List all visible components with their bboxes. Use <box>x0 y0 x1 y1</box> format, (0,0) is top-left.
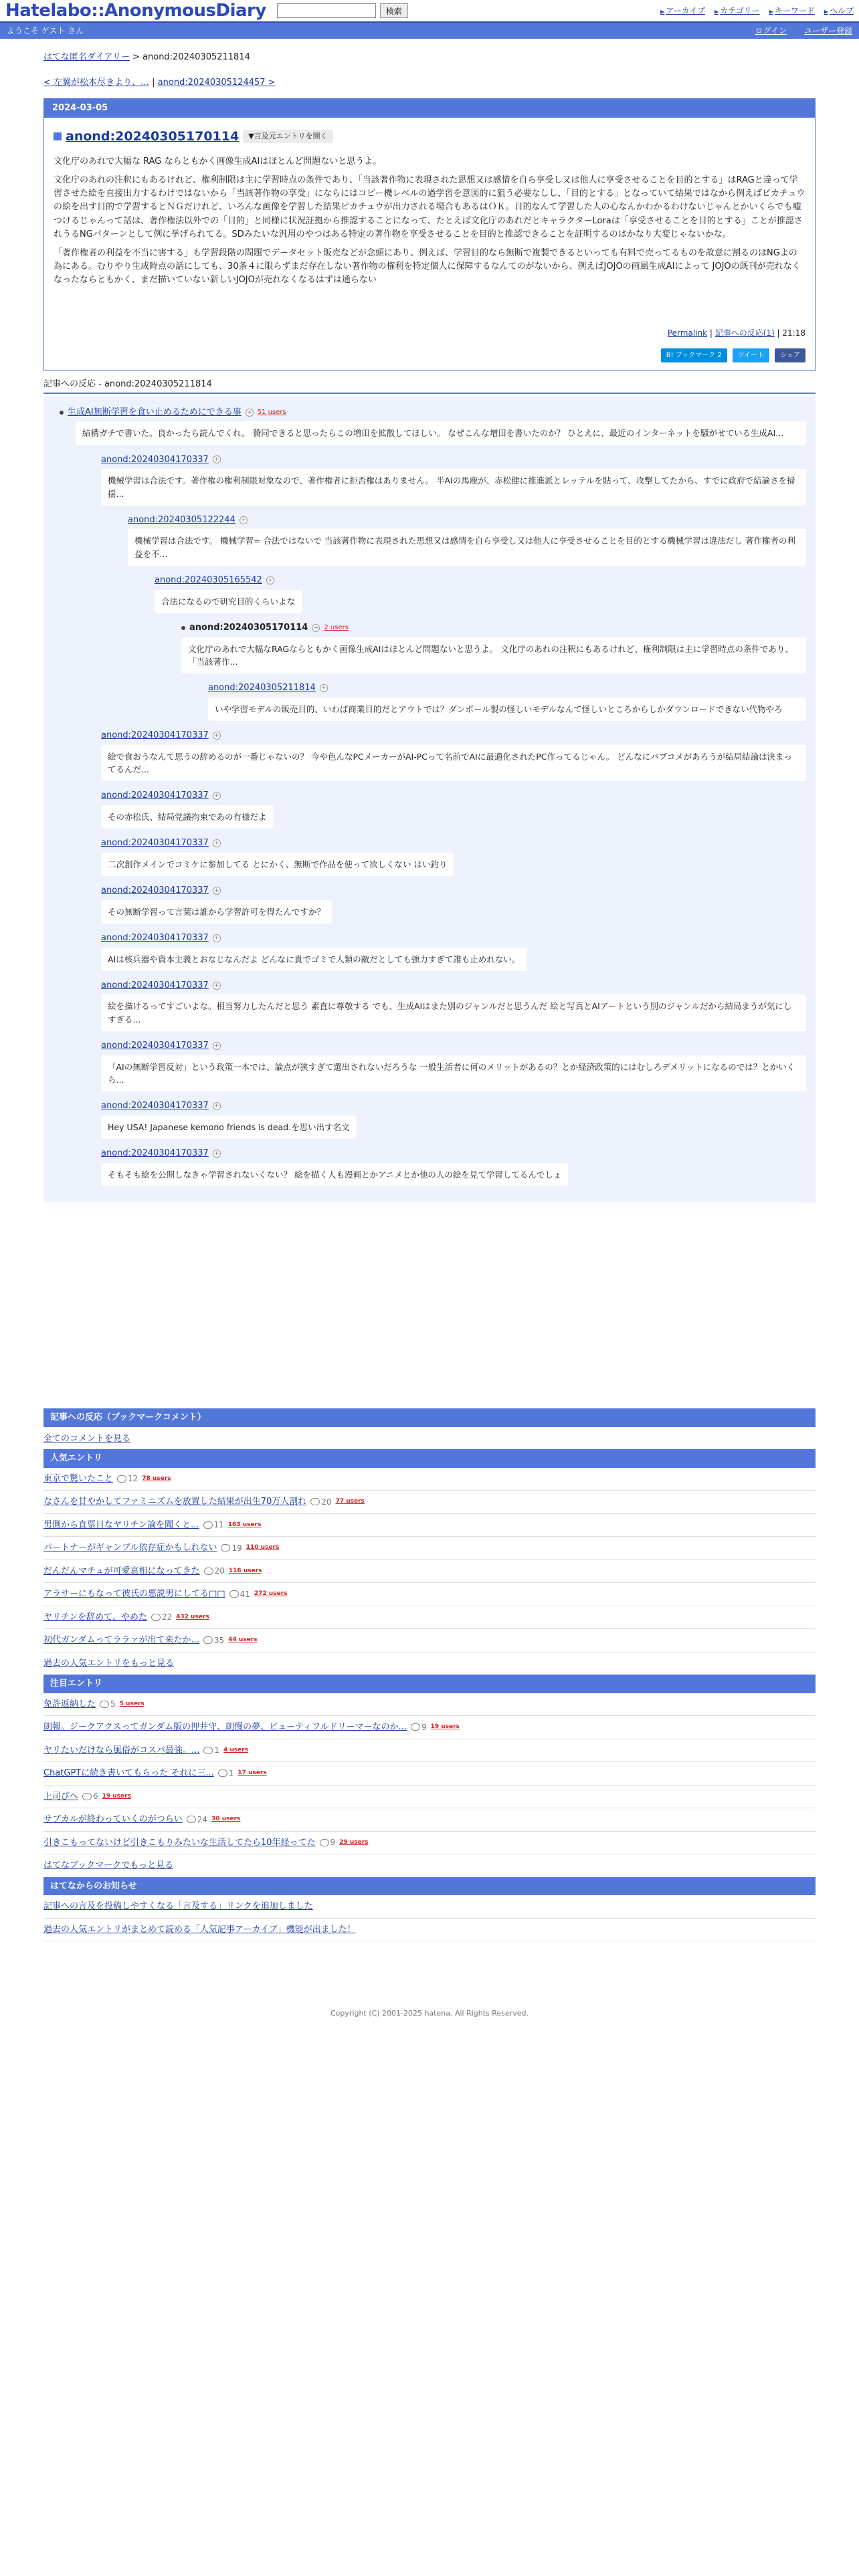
tree-node-link[interactable]: anond:20240304170337 <box>101 933 209 944</box>
attention-list <box>43 1693 816 1855</box>
next-entry-link[interactable]: anond:20240305124457 > <box>157 77 276 88</box>
entry-time: 21:18 <box>782 328 805 338</box>
top-bar <box>0 0 859 23</box>
tree-node-text: 機械学習は合法です。著作権の権利制限対象なので、著作権者に拒否権はありません。 半AIの馬鹿が、赤松健に推進派とレッテルを貼って、攻撃してたから、すでに政府で結論さを掃揺... <box>101 469 806 506</box>
expand-icon[interactable]: + <box>213 934 221 942</box>
tree-node-text: 機械学習は合法です。 機械学習= 合法ではないで 当該著作物に表現された思想又は感情を自ら享受し又は他人に享受させることを目的とする機械学習は違法だし 著作権者の利益を不... <box>128 529 806 566</box>
users-badge[interactable]: 17 users <box>237 1769 267 1777</box>
expand-icon[interactable]: + <box>213 732 221 740</box>
list-item <box>43 1832 816 1855</box>
entry-link[interactable]: アラサーにもなって彼氏の悪説男にしてる□□ <box>43 1589 225 1600</box>
entry-pager <box>43 76 816 90</box>
users-badge[interactable]: 30 users <box>211 1816 241 1823</box>
tree-node-link[interactable]: anond:20240304170337 <box>101 838 209 849</box>
site-logo[interactable]: Hatelabo::AnonymousDiary <box>5 1 266 21</box>
share-button[interactable]: シェア <box>775 348 805 362</box>
users-badge[interactable]: 2 users <box>324 624 349 632</box>
comment-count: 41 <box>229 1588 250 1600</box>
tree-node-link[interactable]: anond:20240305211814 <box>208 683 316 693</box>
breadcrumb-current: anond:20240305211814 <box>142 52 250 62</box>
top-nav <box>660 5 854 17</box>
comment-count: 12 <box>117 1473 138 1485</box>
expand-icon[interactable]: + <box>213 1042 221 1050</box>
expand-icon[interactable]: + <box>213 1150 221 1158</box>
expand-icon[interactable]: + <box>213 887 221 895</box>
main-container <box>43 39 816 2020</box>
comment-count: 6 <box>82 1790 98 1802</box>
breadcrumb-sep: > <box>132 52 140 62</box>
tree-node-link[interactable]: anond:20240304170337 <box>101 980 209 990</box>
entry-paragraph: 文化庁のあれで大幅な RAG ならともかく画像生成AIはほとんど問題ないと思うよ。 <box>54 156 382 167</box>
tree-node-link[interactable]: anond:20240304170337 <box>101 1148 209 1159</box>
popular-list <box>43 1468 816 1652</box>
list-item <box>43 1537 816 1560</box>
list-item <box>43 1629 816 1652</box>
tweet-button[interactable]: ツイート <box>733 348 770 362</box>
tree-node-link[interactable]: anond:20240305165542 <box>155 575 262 586</box>
tree-node-link[interactable]: anond:20240304170337 <box>101 1101 209 1111</box>
tree-node-link[interactable]: anond:20240304170337 <box>101 1041 209 1051</box>
tree-node <box>101 729 806 742</box>
tree-node-text: 文化庁のあれで大幅なRAGならともかく画像生成AIはほとんど問題ないと思うよ。 文化庁のあれの注釈にもあるけれど、権利制限は主に学習時点の条件であり、「当該著作... <box>181 637 806 674</box>
comment-count: 1 <box>218 1767 234 1780</box>
tree-node-text: そもそも絵を公開しなきゃ学習されないくない？ 絵を描く人も漫画とかアニメとか他の人の絵を見て学習してるんでしょ <box>101 1163 568 1186</box>
expand-icon[interactable]: + <box>240 516 248 524</box>
users-badge[interactable]: 19 users <box>102 1792 131 1800</box>
tree-node-text: いや学習モデルの販売目的、いわば商業目的だとアウトでは？ダンボール製の怪しいモデルなんて怪しいところからしかダウンロードできない代物やろ <box>208 697 806 721</box>
expand-icon[interactable]: + <box>266 576 274 584</box>
users-badge[interactable]: 77 users <box>335 1498 365 1505</box>
users-badge[interactable]: 272 users <box>254 1590 288 1598</box>
users-badge[interactable]: 4 users <box>223 1746 249 1753</box>
sibling-reactions <box>101 729 806 1194</box>
nav-archive[interactable]: ▶ アーカイブ <box>660 5 705 17</box>
users-badge[interactable]: 5 users <box>119 1700 145 1707</box>
bullet-icon <box>60 411 64 415</box>
entry-link[interactable]: ChatGPTに続き書いてもらった それに三... <box>43 1768 214 1779</box>
comment-count: 24 <box>187 1814 207 1826</box>
comment-count: 1 <box>203 1744 219 1756</box>
entry-link[interactable]: だんだんマチュが可愛哀相になってきた <box>43 1566 200 1576</box>
entry-link[interactable]: 免許返納した <box>43 1699 96 1709</box>
tree-node <box>101 837 806 850</box>
expand-icon[interactable]: + <box>213 839 221 847</box>
tree-node-link[interactable]: anond:20240304170337 <box>101 454 209 465</box>
entry-link[interactable]: サブカルが終わっていくのがつらい <box>43 1814 183 1825</box>
list-item <box>43 1716 816 1739</box>
entry-link[interactable]: 朗報。ジークアクスってガンダム版の押井守、朗慢の夢、ビューティフルドリーマーなのか... <box>43 1722 407 1733</box>
tree-node-link[interactable]: anond:20240304170337 <box>101 730 209 741</box>
tree-node <box>101 979 806 992</box>
reaction-tree <box>43 397 816 1202</box>
tree-node <box>101 1099 806 1113</box>
list-item <box>43 1583 816 1606</box>
expand-icon[interactable]: + <box>213 792 221 800</box>
search-input[interactable] <box>277 3 376 18</box>
tree-node-text: Hey USA! Japanese kemono friends is dead.を思い出す名文 <box>101 1115 357 1139</box>
tree-node-text: AIは核兵器や資本主義とおなじなんだよ どんなに貴でゴミで人類の敵だとしても強力すぎて誰も止めれない。 <box>101 948 527 971</box>
square-icon <box>54 132 62 140</box>
nav-keyword[interactable]: ▶ キーワード <box>769 5 815 17</box>
entry-link[interactable]: なさんを甘やかしてファミニズムを放置した結果が出生70万人割れ <box>43 1497 307 1507</box>
users-badge[interactable]: 44 users <box>228 1636 258 1644</box>
list-item <box>43 1786 816 1809</box>
bookmark-button[interactable]: B! ブックマーク 2 <box>661 348 727 362</box>
current-node-link: anond:20240305170114 <box>189 623 308 633</box>
open-reference-button[interactable]: ▼言及元エントリを開く <box>243 130 332 144</box>
expand-icon[interactable]: + <box>312 624 320 632</box>
reactions-link[interactable]: 記事への反応(1) <box>714 328 775 338</box>
tree-node-link[interactable]: anond:20240304170337 <box>101 790 209 801</box>
entry-title[interactable]: anond:20240305170114 <box>66 128 240 144</box>
welcome-text: ようこそ ゲスト さん <box>7 26 84 35</box>
tree-node-text: その無断学習って言葉は誰から学習許可を得たんですか？ <box>101 900 332 924</box>
comment-count: 22 <box>151 1611 172 1623</box>
comment-count: 5 <box>100 1698 116 1710</box>
list-item <box>43 1468 816 1491</box>
tree-node-text: 「AIの無断学習反対」という政策一本では、論点が狭すぎて選出されないだろうな 一般生活者に何のメリットがあるの？とか経済政策的にはむしろデメリットになるのでは？とかいくら... <box>101 1055 806 1092</box>
tree-node-text: 二次創作メインでコミケに参加してる とにかく、無断で作品を使って欲しくない はい釣り <box>101 853 454 876</box>
entry-link[interactable]: ヤリたいだけなら風俗がコスパ最強。... <box>43 1745 200 1755</box>
list-item <box>43 1514 816 1537</box>
users-badge[interactable]: 78 users <box>142 1475 171 1482</box>
tree-node <box>101 1039 806 1053</box>
list-item <box>43 1762 816 1786</box>
comment-count: 35 <box>203 1634 224 1646</box>
tree-node-text: その赤松氏、結局党議拘束であの有様だよ <box>101 805 274 829</box>
news-header: はてなからのお知らせ <box>43 1877 816 1896</box>
search-button[interactable]: 検索 <box>380 3 408 18</box>
comment-count: 20 <box>310 1496 331 1508</box>
list-item <box>43 1491 816 1514</box>
bullet-icon <box>181 626 185 630</box>
comment-count: 9 <box>411 1721 427 1733</box>
list-item <box>43 1606 816 1630</box>
users-badge[interactable]: 19 users <box>430 1723 460 1731</box>
attention-header: 注目エントリ <box>43 1675 816 1693</box>
entry-link[interactable]: 引きこもってないけど引きこもりみたいな生活してたら10年経ってた <box>43 1837 316 1848</box>
entry-body <box>54 155 805 287</box>
tree-node <box>101 884 806 897</box>
tree-root-link[interactable]: 生成AI無断学習を食い止めるためにできる事 <box>68 407 242 417</box>
entry-paragraph: 「著作権者の利益を不当に害する」も学習段階の問題でデータセット販売などが念頭にあり、例えば、学習目的なら無断で複製できるといっても有料で売ってるものを故意に割るのはNGよの為にある。むりやり生成時点の話にしても、30条４に限らずまだ存在しない著作物の権利を特定個人に保障するなんてのがないから、例えばJOJOの画風生成AIによって JOJOの既刊が売れなくなったならともかく、まだ描いていない新しいJOJOが売れなくなるはずは通らない <box>54 247 801 286</box>
tree-node-link[interactable]: anond:20240305122244 <box>128 514 235 525</box>
expand-icon[interactable]: + <box>213 1102 221 1110</box>
entry-link[interactable]: 東京で驚いたこと <box>43 1473 114 1484</box>
popular-more-link[interactable]: 過去の人気エントリをもっと見る <box>43 1658 175 1669</box>
prev-entry-link[interactable]: < 左翼が松本尽きより、… <box>43 77 150 88</box>
tree-node <box>101 1147 806 1160</box>
list-item <box>43 1560 816 1584</box>
users-badge[interactable]: 51 users <box>257 409 286 417</box>
entry-link[interactable]: パートナーがギャンブル依存症かもしれない <box>43 1543 217 1553</box>
tree-node <box>60 406 806 419</box>
entry-link[interactable]: ヤリチンを辞めて、やめた <box>43 1612 147 1622</box>
entry-box <box>43 98 816 371</box>
expand-icon[interactable]: + <box>320 684 328 692</box>
users-badge[interactable]: 163 users <box>227 1521 262 1528</box>
permalink[interactable]: Permalink <box>667 328 708 338</box>
expand-icon[interactable]: + <box>246 409 254 417</box>
entry-meta: Permalink | 記事への反応(1) | 21:18 <box>667 328 805 338</box>
users-badge[interactable]: 29 users <box>339 1838 369 1846</box>
expand-icon[interactable]: + <box>213 982 221 990</box>
entry-link[interactable]: 男側から直票目なヤリチン論を聞くと... <box>43 1519 199 1530</box>
entry-link[interactable]: 上司びへ <box>43 1791 79 1802</box>
tree-node <box>101 932 806 945</box>
attention-more-link[interactable]: はてなブックマークでもっと見る <box>43 1860 174 1871</box>
breadcrumb <box>43 51 816 64</box>
comment-count: 9 <box>320 1836 336 1848</box>
tree-node-link[interactable]: anond:20240304170337 <box>101 885 209 896</box>
comment-count: 11 <box>203 1519 224 1531</box>
entry-paragraph: 文化庁のあれの注釈にもあるけれど、権利制限は主に学習時点の条件であり、「当該著作物に表現された思想又は感情を自ら享受し又は他人に享受させることを目的とする」はRAGと違って学習させた絵を直接出力するわけではないから「当該著作物の享受」にならにはコピー機レベルの過学習を意図的に狙う必要なしし、「目的とする」となっていて結果ではなから例えばピカチュウの絵を出す目的で学習するとＮＧだけれど、いろんな画像を学習した結果ピカチュウが出力される場合もあるはＯＫ。目的なんて学習した人の心なんかわかるわけないじゃんとかいくらでも嘘つけるじゃんって話は、著作権法以外での「目的」と同様に状況証拠から推認することになって、たとえば文化庁のあれだとキャラクターLoraは「享受させることを目的とする」ことが推認されうるNGパターンとして例に挙げられてる。SDみたいな汎用のやつはある特定の著作物を享受させることを目的と推認できることを証明するのはかなり大変じゃないかな。 <box>54 175 805 239</box>
footer: Copyright (C) 2001-2025 hatena. All Rights Reserved. <box>330 2009 529 2018</box>
tree-node-text: 絵を描けるってすごいよな。相当努力したんだと思う 素直に尊敬する でも、生成AIはまた別のジャンルだと思うんだ 絵と写真とAIアートという別のジャンルだから結局まうが気にしすぎる... <box>101 994 806 1031</box>
reactions-label: 記事への反応 - anond:20240305211814 <box>43 378 816 394</box>
tree-node-text: 絵で食おうなんて思うの辞めるのが一番じゃないの？ 今や色んなPCメーカーがAI-PCって名前でAIに最適化されたPC作ってるじゃん。 どんなにパブコメがあろうが結局結論は決まってるんだ... <box>101 745 806 782</box>
tree-node <box>101 789 806 802</box>
expand-icon[interactable]: + <box>213 455 221 463</box>
users-badge[interactable]: 110 users <box>246 1544 280 1551</box>
entry-link[interactable]: 初代ガンダムってララァが出て来たか... <box>43 1635 199 1646</box>
news-link[interactable]: 記事への言及を投稿しやすくなる「言及する」リンクを追加しました <box>43 1901 313 1912</box>
list-item <box>43 1808 816 1832</box>
comment-count: 20 <box>204 1565 225 1577</box>
bookmark-comments-header: 記事への反応（ブックマークコメント） <box>43 1408 816 1427</box>
news-link[interactable]: 過去の人気エントリがまとめて読める「人気記事アーカイブ」機能が出ました！ <box>43 1924 356 1935</box>
entry-date: 2024-03-05 <box>44 99 815 118</box>
sub-bar <box>0 23 859 39</box>
list-item <box>43 1739 816 1763</box>
tree-root-text: 結構ガチで書いた。良かったら読んでくれ。 贊同できると思ったらこの増田を拡散してほしい。 なぜこんな増田を書いたのか？ ひとえに、最近のインターネットを騒がせている生成AI... <box>76 421 806 445</box>
all-comments-link[interactable]: 全てのコメントを見る <box>43 1433 131 1444</box>
share-buttons <box>54 348 805 362</box>
comment-count: 19 <box>221 1542 242 1554</box>
nav-category[interactable]: ▶ カテゴリー <box>714 5 760 17</box>
users-badge[interactable]: 116 users <box>228 1567 262 1574</box>
tree-node-text: 合法になるので研究目的くらいよな <box>155 590 302 613</box>
list-item <box>43 1693 816 1717</box>
pager-sep: | <box>152 77 155 88</box>
users-badge[interactable]: 432 users <box>176 1613 209 1620</box>
nav-help[interactable]: ▶ ヘルプ <box>824 5 854 17</box>
register-link[interactable]: ユーザー登録 <box>803 26 852 35</box>
login-link[interactable]: ログイン <box>755 26 787 35</box>
breadcrumb-top[interactable]: はてな匿名ダイアリー <box>43 52 130 62</box>
popular-header: 人気エントリ <box>43 1449 816 1468</box>
